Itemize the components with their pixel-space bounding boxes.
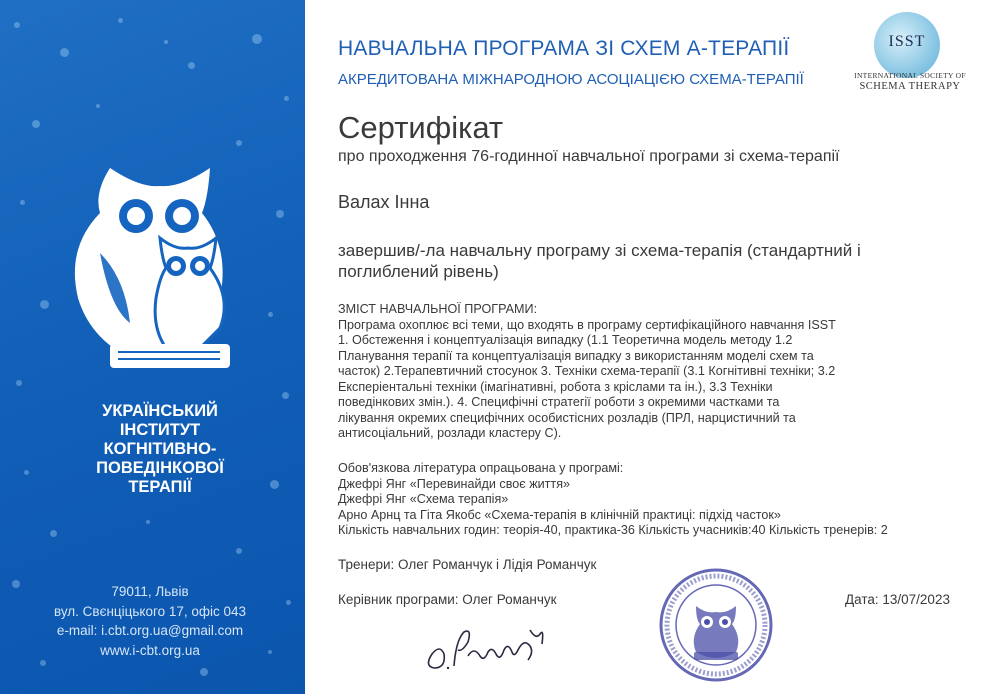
side-panel <box>0 0 305 694</box>
literature-block <box>338 461 958 539</box>
literature-line: Джефрі Янг «Схема терапія» <box>338 492 509 506</box>
isst-logo <box>852 12 968 96</box>
content-line: Програма охоплює всі теми, що входять в програму сертифікаційного навчання ISST <box>338 317 836 332</box>
isst-abbr: ISST <box>888 33 926 50</box>
institute-line: ІНСТИТУТ <box>119 421 201 439</box>
isst-line1: INTERNATIONAL SOCIETY OF <box>854 71 966 80</box>
program-content <box>338 302 938 442</box>
email-link[interactable]: e-mail: i.cbt.org.ua@gmail.com <box>56 623 244 638</box>
content-line: Експеріентальні техніки (імагінативні, робота з кріслами та ін.), 3.3 Техніки <box>338 379 773 394</box>
organization-stamp <box>656 566 776 684</box>
hours-summary: Кількість навчальних годин: теорія-40, практика-36 Кількість учасників:40 Кількість тренерів: 2 <box>338 523 888 537</box>
institute-line: УКРАЇНСЬКИЙ <box>102 402 218 420</box>
date-line: Дата: 13/07/2023 <box>845 592 950 607</box>
literature-line: Джефрі Янг «Перевинайди своє життя» <box>338 476 571 491</box>
program-title: НАВЧАЛЬНА ПРОГРАМА ЗІ СХЕМ А-ТЕРАПІЇ <box>338 37 790 60</box>
institute-name <box>60 402 260 497</box>
owls-on-book-icon <box>70 158 250 388</box>
isst-line2: SCHEMA THERAPY <box>859 81 961 92</box>
content-line: антисоціальний, розлади кластеру С). <box>338 426 562 440</box>
content-line: часток) 2.Терапевтичний стосунок 3. Техніки схема-терапії (3.1 Когнітивні техніки; 3.2 <box>338 364 836 378</box>
content-line: лікування окремих специфічних особистісних розладів (ПРЛ, нарцистичний та <box>338 410 796 425</box>
certificate-title: Сертифікат <box>338 110 504 145</box>
content-line: Планування терапії та концептуалізація випадку з використанням моделі схем та <box>338 348 814 363</box>
completion-statement: завершив/-ла навчальну програму зі схема-терапія (стандартний і поглиблений рівень) <box>338 241 861 281</box>
address-block <box>30 582 270 660</box>
address-line: вул. Свєнціцького 17, офіс 043 <box>53 603 247 619</box>
institute-line: ТЕРАПІЇ <box>128 478 192 496</box>
director-line: Керівник програми: Олег Романчук <box>338 592 557 607</box>
certificate-subtitle: про проходження 76-годинної навчальної програми зі схема-терапії <box>338 148 840 165</box>
signature <box>418 620 558 676</box>
institute-line: КОГНІТИВНО- <box>103 440 217 458</box>
content-line: 1. Обстеження і концептуалізація випадку (1.1 Теоретична модель методу 1.2 <box>338 333 793 347</box>
literature-line: Арно Арнц та Гіта Якобс «Схема-терапія в клінічній практиці: підхід часток» <box>338 507 781 522</box>
institute-line: ПОВЕДІНКОВОЇ <box>96 459 224 477</box>
address-line: 79011, Львів <box>111 584 189 599</box>
accreditation-subtitle: АКРЕДИТОВАНА МІЖНАРОДНОЮ АСОЦІАЦІЄЮ СХЕМА-ТЕРАПІЇ <box>338 71 804 88</box>
website-link[interactable]: www.i-cbt.org.ua <box>100 642 200 658</box>
content-line: ЗМІСТ НАВЧАЛЬНОЇ ПРОГРАМИ: <box>338 302 538 316</box>
recipient-name: Валах Інна <box>338 192 430 212</box>
content-line: поведінкових змін.). 4. Специфічні стратегії роботи з окремими частками та <box>338 395 780 409</box>
literature-line: Обов'язкова література опрацьована у програмі: <box>338 461 624 475</box>
trainers-line: Тренери: Олег Романчук і Лідія Романчук <box>338 557 597 572</box>
